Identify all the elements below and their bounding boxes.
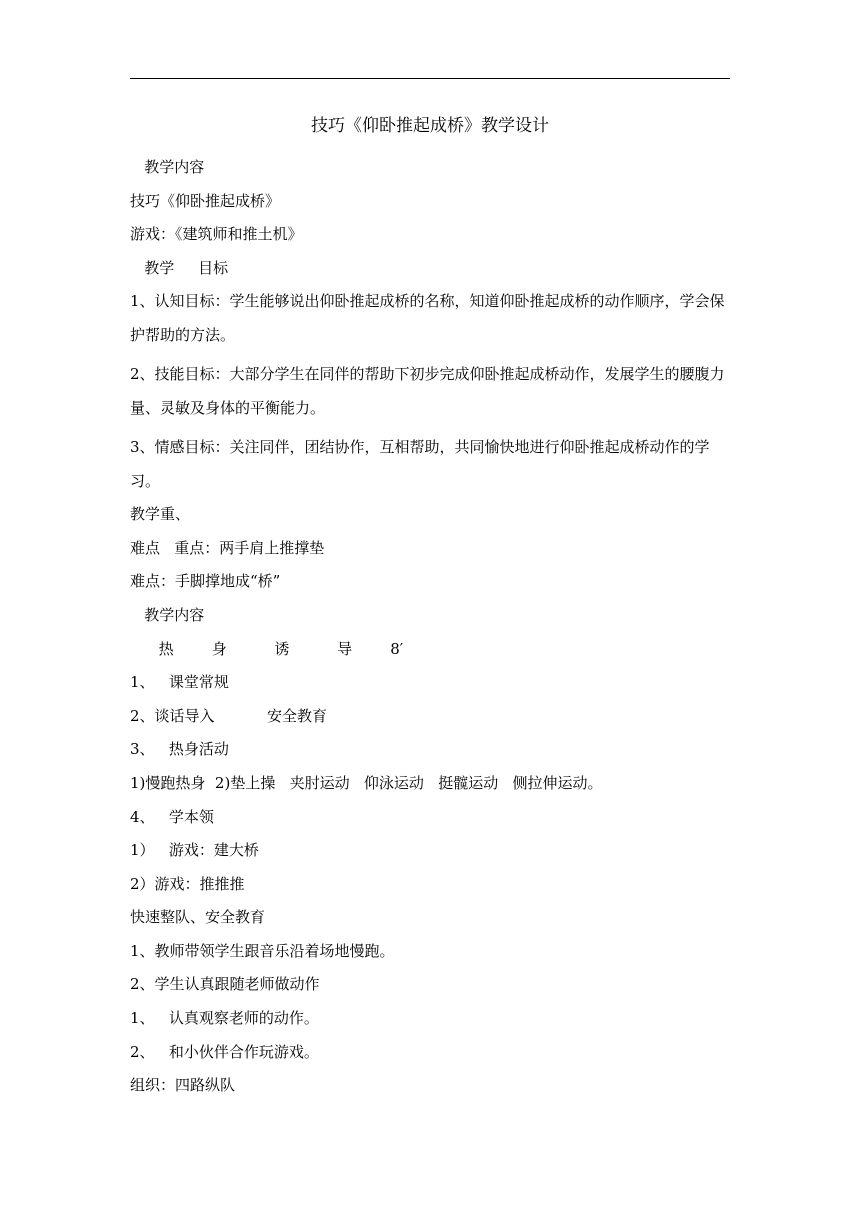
list-item: 2、谈话导入 安全教育	[130, 706, 327, 725]
list-item: 2、学生认真跟随老师做动作	[130, 975, 320, 994]
list-item: 3、 热身活动	[130, 740, 229, 759]
text-line: 快速整队、安全教育	[130, 908, 266, 927]
warmup-heading: 热 身 诱 导 8′	[130, 639, 404, 658]
text-line: 游戏：《建筑师和推土机》	[130, 225, 303, 244]
document-title: 技巧《仰卧推起成桥》教学设计	[311, 116, 549, 136]
text-line: 技巧《仰卧推起成桥》	[130, 191, 281, 210]
goal-cognitive: 1、认知目标：学生能够说出仰卧推起成桥的名称，知道仰卧推起成桥的动作顺序，学会保护帮助的方法。	[130, 292, 725, 345]
section-heading-teaching-content: 教学内容	[130, 605, 205, 624]
text-line: 难点 重点：两手肩上推撑垫	[130, 538, 325, 557]
list-item: 1、教师带领学生跟音乐沿着场地慢跑。	[130, 941, 395, 960]
list-item: 2）游戏：推推推	[130, 874, 245, 893]
text-line: 难点：手脚撑地成“桥”	[130, 572, 281, 591]
header-rule	[130, 78, 730, 79]
goal-skill: 2、技能目标：大部分学生在同伴的帮助下初步完成仰卧推起成桥动作，发展学生的腰腹力量、灵敏及身体的平衡能力。	[130, 364, 725, 417]
goal-emotion: 3、情感目标：关注同伴，团结协作，互相帮助，共同愉快地进行仰卧推起成桥动作的学习。	[130, 437, 710, 490]
list-item: 1)慢跑热身 2)垫上操 夹肘运动 仰泳运动 挺髋运动 侧拉伸运动。	[130, 773, 603, 792]
section-heading-teaching-content: 教学内容	[130, 158, 205, 176]
list-item: 2、 和小伙伴合作玩游戏。	[130, 1042, 319, 1061]
list-item: 1、 认真观察老师的动作。	[130, 1009, 319, 1028]
section-heading-teaching-goals: 教学 目标	[130, 258, 229, 277]
document-body	[130, 155, 730, 1107]
list-item: 4、 学本领	[130, 807, 214, 826]
list-item: 1） 游戏：建大桥	[130, 841, 259, 860]
text-line: 组织：四路纵队	[130, 1076, 236, 1095]
list-item: 1、 课堂常规	[130, 673, 229, 692]
text-line: 教学重、	[130, 505, 191, 524]
